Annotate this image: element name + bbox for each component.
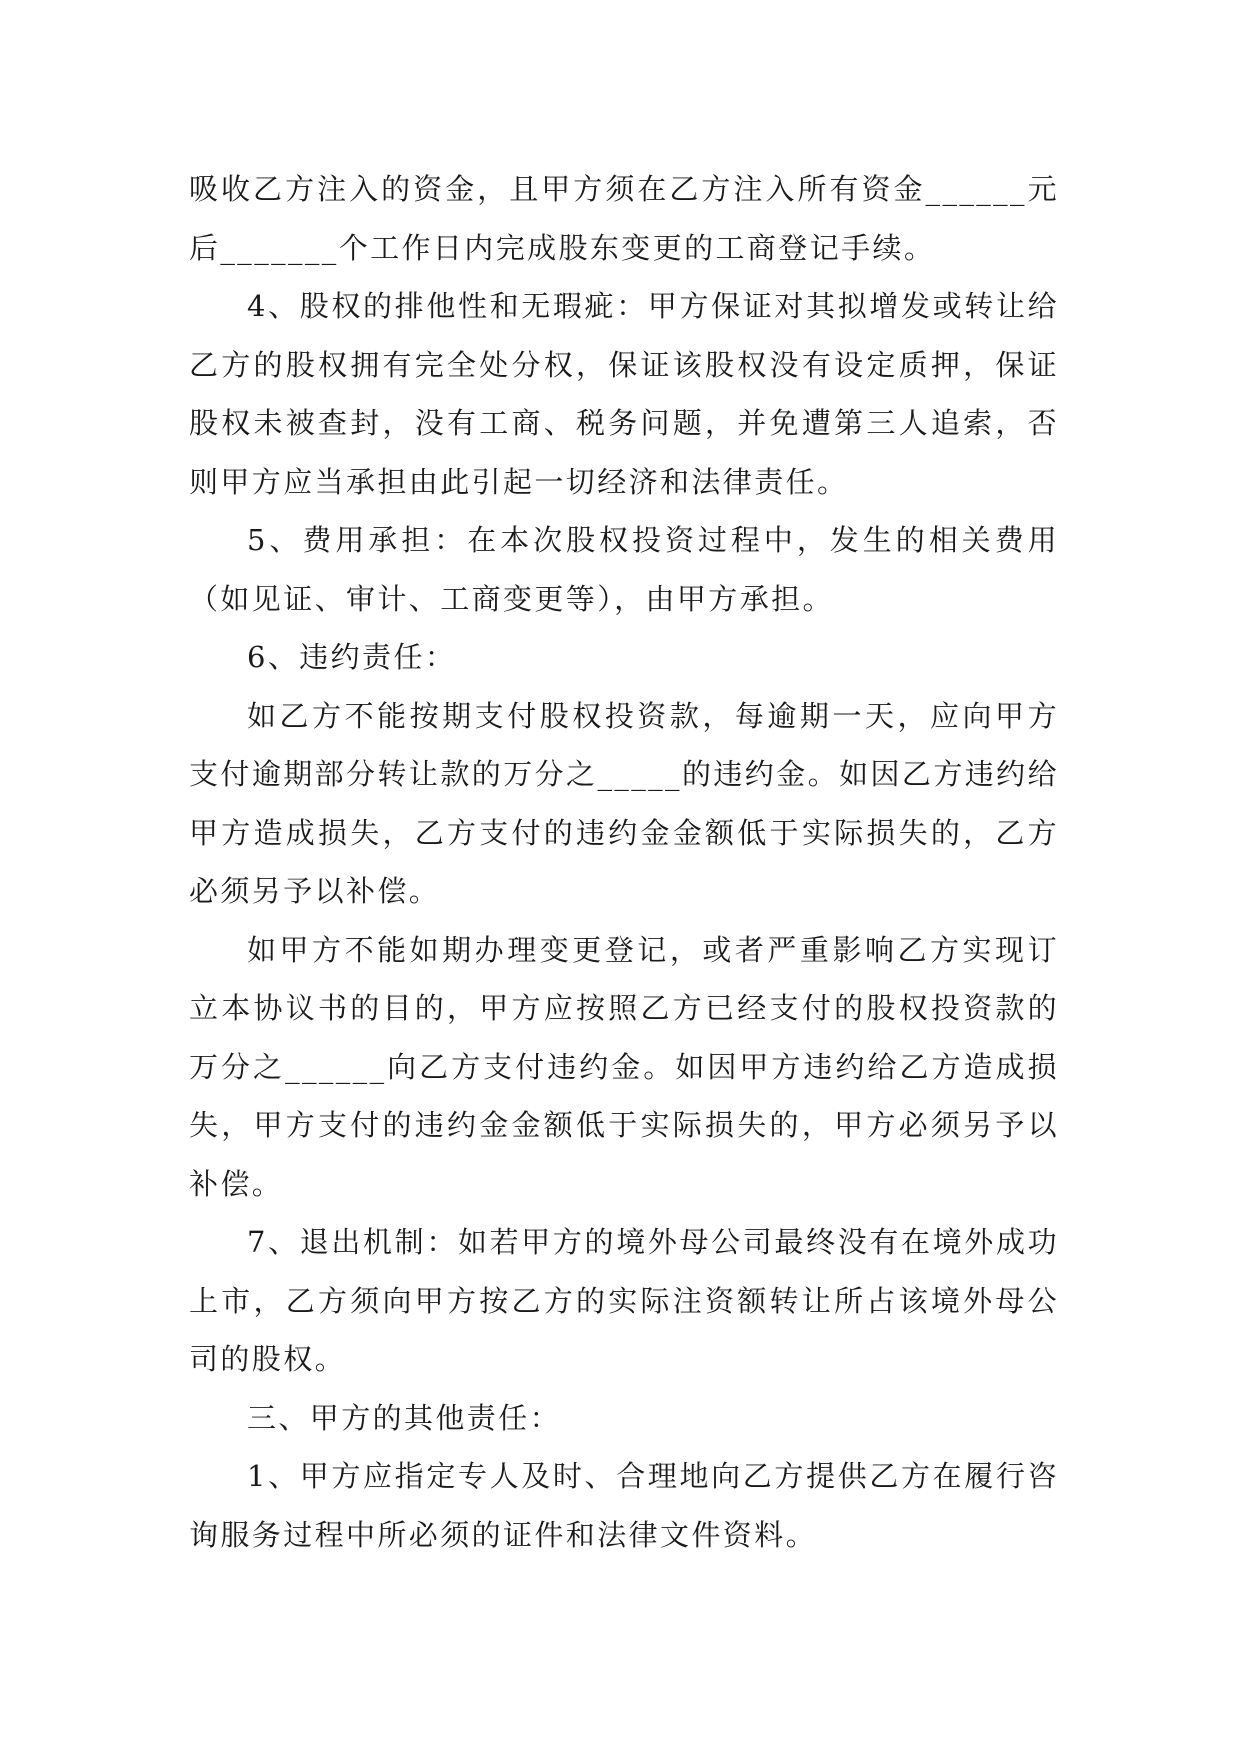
- paragraph-clause-7-exit: 7、退出机制：如若甲方的境外母公司最终没有在境外成功上市，乙方须向甲方按乙方的实际注资额转让所占该境外母公司的股权。: [189, 1225, 1059, 1376]
- paragraph-continuation: 吸收乙方注入的资金，且甲方须在乙方注入所有资金______元后_______个工作日内完成股东变更的工商登记手续。: [189, 172, 1059, 265]
- paragraph-party-a-breach: 如甲方不能如期办理变更登记，或者严重影响乙方实现订立本协议书的目的，甲方应按照乙方已经支付的股权投资款的万分之______向乙方支付违约金。如因甲方违约给乙方造成损失，甲方支付的违约金金额低于实际损失的，甲方必须另予以补偿。: [189, 932, 1059, 1201]
- section-heading-party-a-duties: 三、甲方的其他责任：: [247, 1400, 562, 1435]
- paragraph-duty-1: 1、甲方应指定专人及时、合理地向乙方提供乙方在履行咨询服务过程中所必须的证件和法律文件资料。: [189, 1459, 1059, 1552]
- paragraph-clause-5-expenses: 5、费用承担：在本次股权投资过程中，发生的相关费用（如见证、审计、工商变更等），由甲方承担。: [189, 523, 1059, 616]
- paragraph-clause-4-equity-exclusivity: 4、股权的排他性和无瑕疵：甲方保证对其拟增发或转让给乙方的股权拥有完全处分权，保证该股权没有设定质押，保证股权未被查封，没有工商、税务问题，并免遭第三人追索，否则甲方应当承担由此引起一切经济和法律责任。: [189, 289, 1059, 499]
- paragraph-clause-6-heading: 6、违约责任：: [247, 640, 457, 674]
- paragraph-party-b-breach: 如乙方不能按期支付股权投资款，每逾期一天，应向甲方支付逾期部分转让款的万分之_____的违约金。如因乙方违约给甲方造成损失，乙方支付的违约金金额低于实际损失的，乙方必须另予以补偿。: [189, 698, 1059, 908]
- document-body: [189, 160, 1059, 1564]
